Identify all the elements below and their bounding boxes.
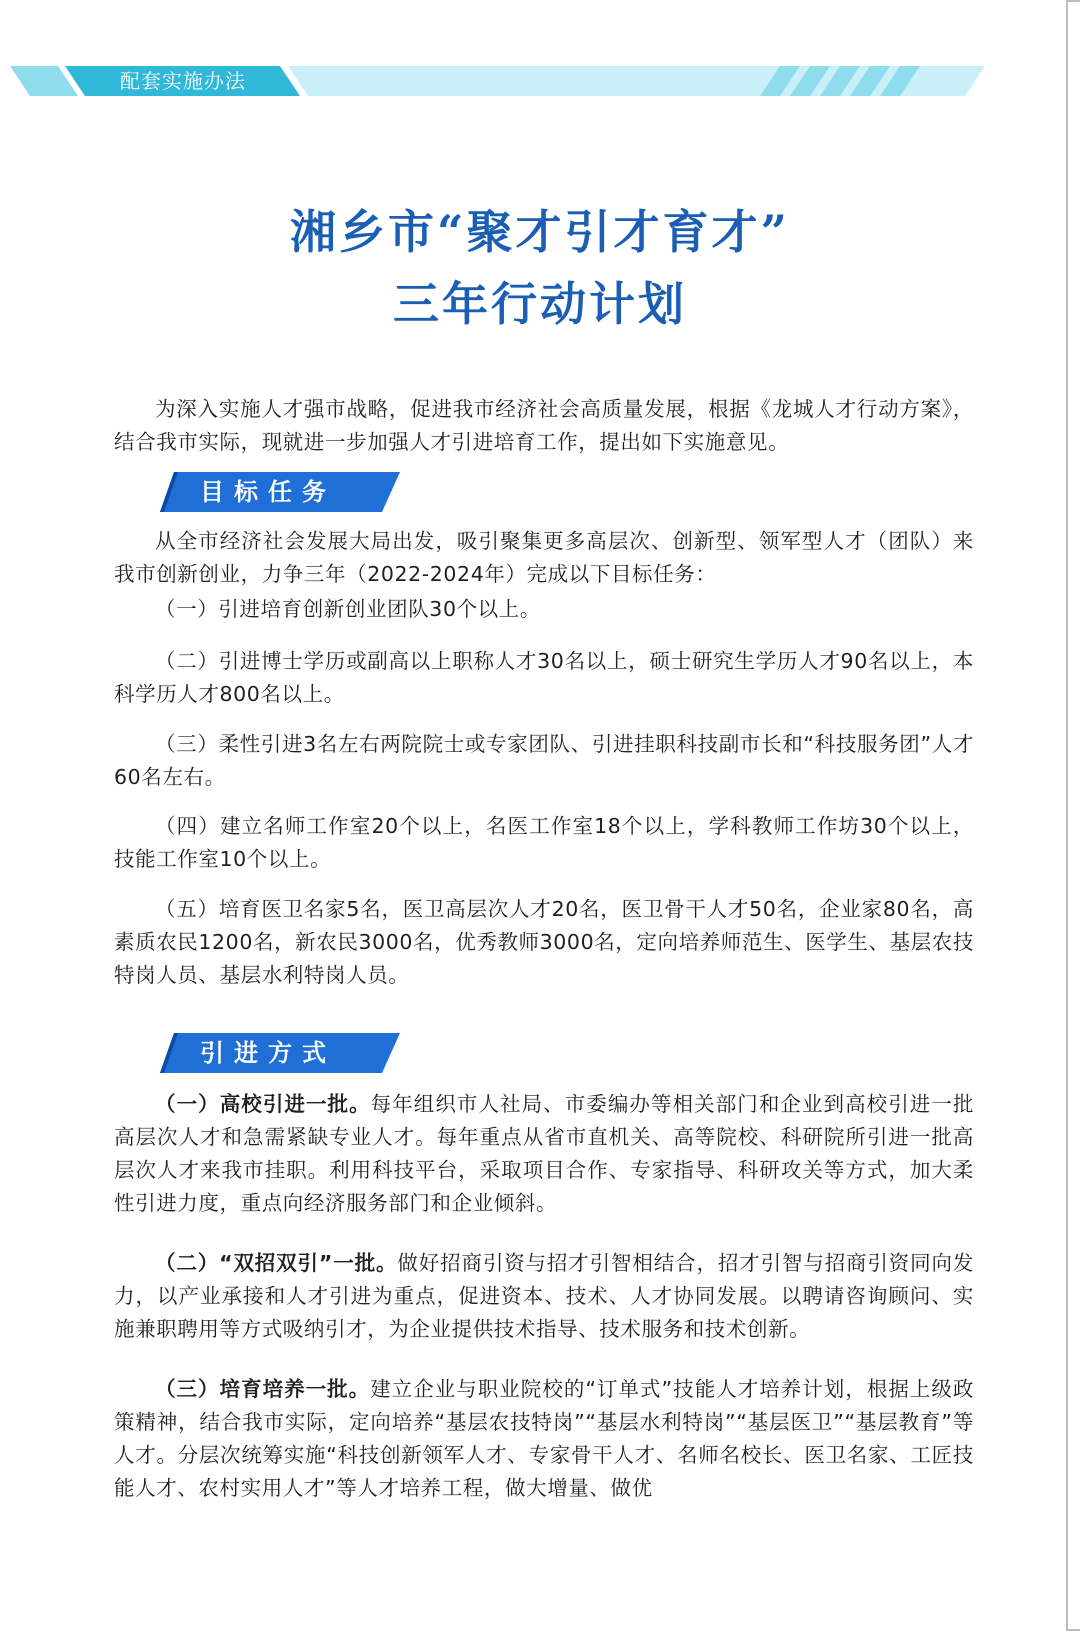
method-item-2 [114,1247,974,1346]
section-heading-methods [160,1033,400,1073]
intro-paragraph: 为深入实施人才强市战略，促进我市经济社会高质量发展，根据《龙城人才行动方案》，结合我市实际，现就进一步加强人才引进培育工作，提出如下实施意见。 [114,397,974,454]
header-label: 配套实施办法 [120,69,246,93]
section-heading-goals [160,472,400,512]
method-item-3 [114,1373,974,1505]
goal-item-4: （四）建立名师工作室20个以上，名医工作室18个以上，学科教师工作坊30个以上，技能工作室10个以上。 [114,814,974,871]
method-item-1 [114,1088,974,1220]
goal-item-1: （一）引进培育创新创业团队30个以上。 [155,597,541,621]
crop-mark-top [1066,0,1080,2]
method-item-2-title: （二）“双招双引”一批。 [155,1251,398,1275]
method-item-1-title: （一）高校引进一批。 [155,1092,371,1116]
method-item-3-title: （三）培育培养一批。 [155,1377,371,1401]
method-item-3-text: 建立企业与职业院校的“订单式”技能人才培养计划，根据上级政策精神，结合我市实际，定向培养“基层农技特岗”“基层水利特岗”“基层医卫”“基层教育”等人才。分层次统筹实施“科技创新领军人才、专家骨干人才、名师名校长、医卫名家、工匠技能人才、农村实用人才”等人才培养工程，做大增量、做优 [114,1377,975,1500]
document-title-line2: 三年行动计划 [393,277,687,331]
method-item-1-text: 每年组织市人社局、市委编办等相关部门和企业到高校引进一批高层次人才和急需紧缺专业人才。每年重点从省市直机关、高等院校、科研院所引进一批高层次人才来我市挂职。利用科技平台，采取项目合作、专家指导、科研攻关等方式，加大柔性引进力度，重点向经济服务部门和企业倾斜。 [114,1092,974,1215]
goals-lead-paragraph: 从全市经济社会发展大局出发，吸引聚集更多高层次、创新型、领军型人才（团队）来我市创新创业，力争三年（2022-2024年）完成以下目标任务： [114,529,974,586]
goal-item-3: （三）柔性引进3名左右两院院士或专家团队、引进挂职科技副市长和“科技服务团”人才60名左右。 [114,732,974,789]
goal-item-2: （二）引进博士学历或副高以上职称人才30名以上，硕士研究生学历人才90名以上，本科学历人才800名以上。 [114,649,974,706]
section-heading-goals-label: 目标任务 [200,478,336,506]
section-heading-methods-label: 引进方式 [200,1039,336,1067]
document-title-line1: 湘乡市“聚才引才育才” [290,205,790,259]
method-item-2-text: 做好招商引资与招才引智相结合，招才引智与招商引资同向发力，以产业承接和人才引进为重点，促进资本、技术、人才协同发展。以聘请咨询顾问、实施兼职聘用等方式吸纳引才，为企业提供技术指导、技术服务和技术创新。 [114,1251,974,1341]
goal-item-5: （五）培育医卫名家5名，医卫高层次人才20名，医卫骨干人才50名，企业家80名，高素质农民1200名，新农民3000名，优秀教师3000名，定向培养师范生、医学生、基层农技特岗人员、基层水利特岗人员。 [114,897,975,987]
